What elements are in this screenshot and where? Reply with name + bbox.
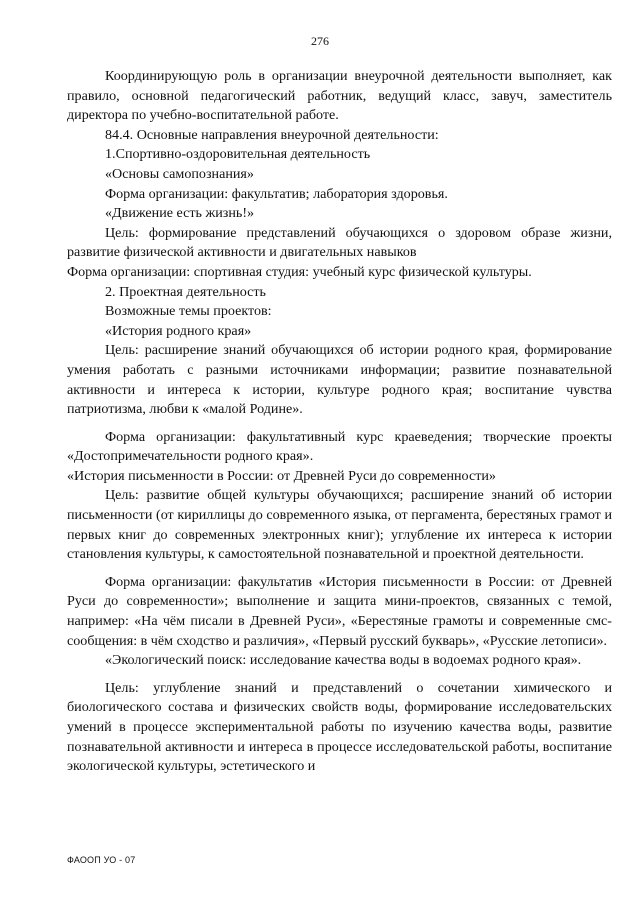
subsection-project: 2. Проектная деятельность (105, 283, 266, 300)
course-title-ecology: «Экологический поиск: исследование качества воды в водоемах родного края». (105, 652, 582, 669)
course-title-movement: «Движение есть жизнь!» (105, 205, 255, 222)
project-topics-label: Возможные темы проектов: (105, 303, 272, 320)
goal-paragraph: Цель: расширение знаний обучающихся об истории родного края, формирование умения работать с разными источниками информации; развитие познавательной активности и интереса к истории, культуре родного края; воспитание чувства патриотизма, любви к «малой Родине». (67, 342, 612, 418)
document-body (67, 67, 612, 777)
organization-form-paragraph: Форма организации: факультатив «История письменности в России: от Древней Руси до современности»; выполнение и защита мини-проектов, связанных с темой, например: «На чём писали в Древней Руси», «Берестяные грамоты и современные смс-сообщения: в чём сходство и различия», «Первый русский букварь», «Русские летописи». (67, 573, 612, 649)
organization-form-paragraph: Форма организации: спортивная студия: учебный курс физической культуры. (67, 263, 532, 280)
course-title-self-knowledge: «Основы самопознания» (105, 165, 254, 182)
footer-doc-code: ФАООП УО - 07 (67, 855, 136, 865)
course-title-writing-history: «История письменности в России: от Древней Руси до современности» (67, 467, 496, 484)
goal-paragraph: Цель: углубление знаний и представлений о сочетании химического и биологического состава и физических свойств воды, формирование исследовательских умений в процессе экспериментальной работы по изучению качества воды, развитие познавательной активности и интереса в процессе исследовательской работы, воспитание экологической культуры, эстетического и (67, 679, 612, 775)
goal-paragraph: Цель: развитие общей культуры обучающихся; расширение знаний об истории письменности (от кириллицы до современного языка, от пергамента, берестяных грамот и первых книг до современных электронных книг); углубление их интереса к истории становления культуры, к самостоятельной познавательной и проектной деятельности. (67, 487, 612, 563)
organization-form-paragraph: Форма организации: факультативный курс краеведения; творческие проекты «Достопримечательности родного края». (67, 428, 612, 465)
page-number: 276 (311, 34, 329, 48)
organization-form-paragraph: Форма организации: факультатив; лаборатория здоровья. (105, 185, 448, 202)
paragraph-coordination: Координирующую роль в организации внеурочной деятельности выполняет, как правило, основной педагогический работник, ведущий класс, завуч, заместитель директора по учебно-воспитательной работе. (67, 68, 612, 124)
subsection-sport: 1.Спортивно-оздоровительная деятельность (105, 146, 371, 163)
goal-paragraph: Цель: формирование представлений обучающихся о здоровом образе жизни, развитие физической активности и двигательных навыков (67, 224, 612, 261)
course-title-local-history: «История родного края» (105, 322, 252, 339)
section-heading-84-4: 84.4. Основные направления внеурочной деятельности: (105, 126, 439, 143)
